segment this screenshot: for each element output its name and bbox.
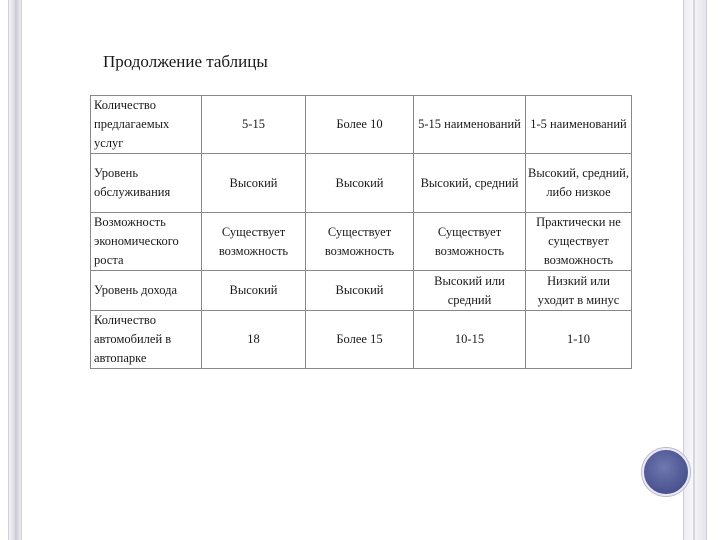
table-cell: 10-15: [414, 311, 526, 369]
table-row: [91, 96, 632, 154]
table-cell: Высокий: [306, 271, 414, 311]
table-cell: Высокий: [202, 271, 306, 311]
table-cell: 5-15: [202, 96, 306, 154]
table-row: [91, 311, 632, 369]
row-label: Количество автомобилей в автопарке: [91, 311, 202, 369]
table-cell: 1-10: [526, 311, 632, 369]
slide-frame-right-line: [693, 0, 695, 540]
table-cell: Высокий: [202, 154, 306, 213]
decorative-circle: [642, 448, 690, 496]
row-label: Возможность экономического роста: [91, 213, 202, 271]
table-cell: Существует возможность: [306, 213, 414, 271]
table-row: [91, 271, 632, 311]
table-heading: Продолжение таблицы: [103, 52, 268, 71]
table-cell: Практически не существует возможность: [526, 213, 632, 271]
table-cell: 18: [202, 311, 306, 369]
table-cell: Высокий, средний: [414, 154, 526, 213]
row-label: Количество предлагаемых услуг: [91, 96, 202, 154]
table-row: [91, 213, 632, 271]
row-label: Уровень дохода: [91, 271, 202, 311]
table-row: [91, 154, 632, 213]
table-cell: Высокий или средний: [414, 271, 526, 311]
table-cell: Существует возможность: [202, 213, 306, 271]
slide-frame-left: [8, 0, 22, 540]
table-cell: Более 10: [306, 96, 414, 154]
table-cell: Высокий, средний, либо низкое: [526, 154, 632, 213]
table-cell: Высокий: [306, 154, 414, 213]
row-label: Уровень обслуживания: [91, 154, 202, 213]
table-cell: Более 15: [306, 311, 414, 369]
table-cell: 5-15 наименований: [414, 96, 526, 154]
comparison-table: [90, 95, 632, 369]
table-cell: Низкий или уходит в минус: [526, 271, 632, 311]
table-cell: 1-5 наименований: [526, 96, 632, 154]
table-cell: Существует возможность: [414, 213, 526, 271]
